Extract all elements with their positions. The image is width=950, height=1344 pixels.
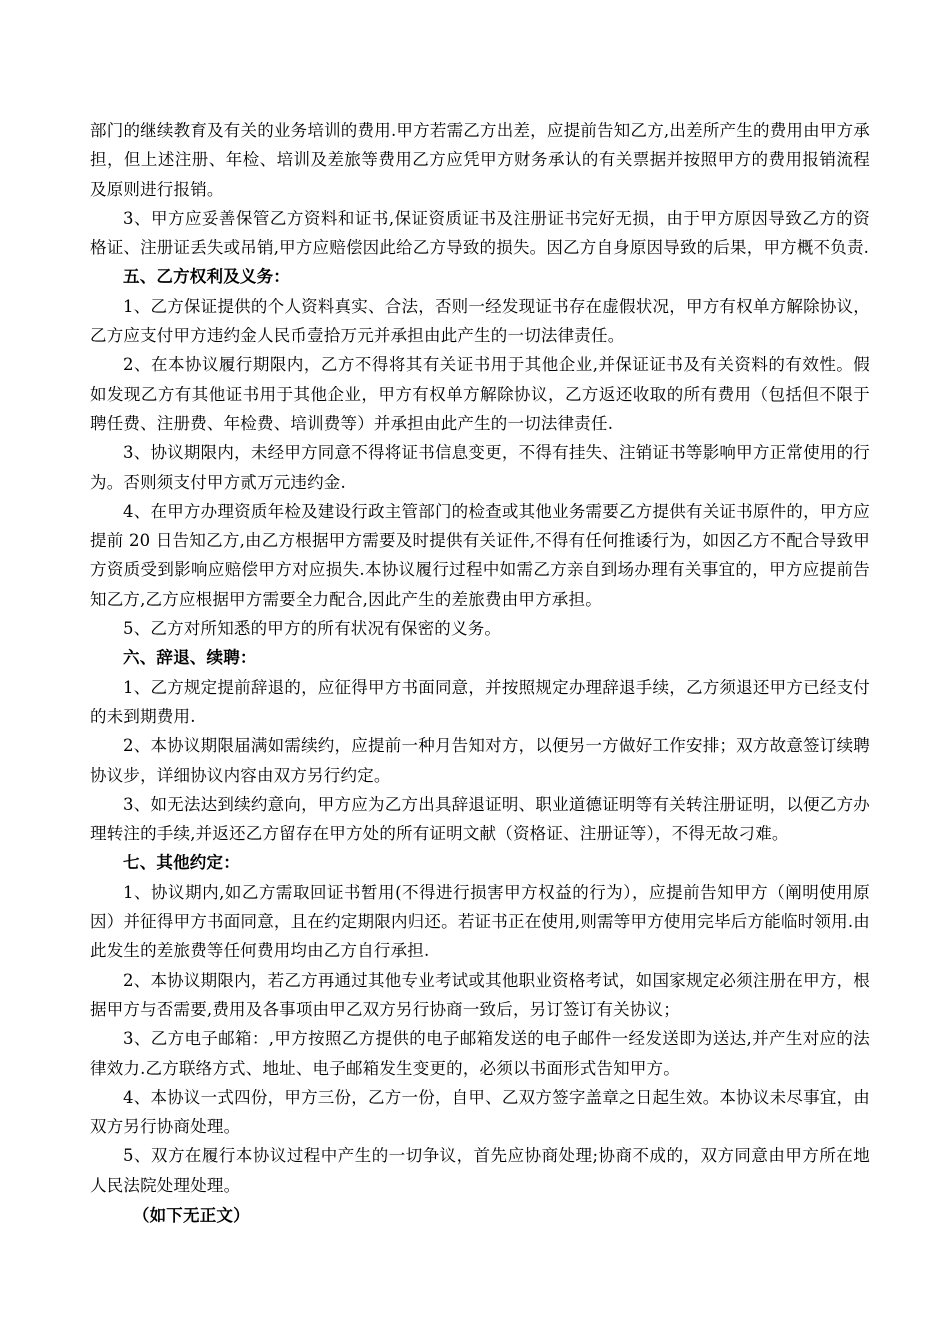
closing-note: （如下无正文） xyxy=(132,1205,250,1225)
section-6-item: 2、本协议期限届满如需续约，应提前一种月告知对方，以便另一方做好工作安排；双方故意签订续聘协议步，详细协议内容由双方另行约定。 xyxy=(90,736,870,785)
section-5-item: 4、在甲方办理资质年检及建设行政主管部门的检查或其他业务需要乙方提供有关证书原件的，甲方应提前 20 日告知乙方,由乙方根据甲方需要及时提供有关证件,不得有任何推诿行为，如因乙方不配合导致甲方资质受到影响应赔偿甲方对应损失.本协议履行过程中如需乙方亲自到场办理有关事宜的，甲方应提前告知乙方,乙方应根据甲方需要全力配合,因此产生的差旅费由甲方承担。 xyxy=(90,501,870,609)
section-7-heading: 七、其他约定： xyxy=(123,853,240,873)
document-body xyxy=(90,116,870,1230)
section-5-item: 3、协议期限内，未经甲方同意不得将证书信息变更，不得有挂失、注销证书等影响甲方正常使用的行为。否则须支付甲方贰万元违约金. xyxy=(90,443,870,492)
section-6-heading: 六、辞退、续聘： xyxy=(123,648,257,668)
section-7-item: 2、本协议期限内，若乙方再通过其他专业考试或其他职业资格考试，如国家规定必须注册在甲方，根据甲方与否需要,费用及各事项由甲乙双方另行协商一致后，另订签订有关协议； xyxy=(90,970,870,1019)
section-5-item: 1、乙方保证提供的个人资料真实、合法，否则一经发现证书存在虚假状况，甲方有权单方解除协议，乙方应支付甲方违约金人民币壹拾万元并承担由此产生的一切法律责任。 xyxy=(90,296,870,346)
section-6-item: 1、乙方规定提前辞退的，应征得甲方书面同意，并按照规定办理辞退手续，乙方须退还甲方已经支付的未到期费用. xyxy=(90,677,870,726)
section-7-item: 1、协议期内,如乙方需取回证书暂用(不得进行损害甲方权益的行为），应提前告知甲方（阐明使用原因）并征得甲方书面同意，且在约定期限内归还。若证书正在使用,则需等甲方使用完毕后方能临时领用.由此发生的差旅费等任何费用均由乙方自行承担. xyxy=(90,882,870,961)
section-5-heading: 五、乙方权利及义务： xyxy=(123,267,290,287)
section-7-item: 5、双方在履行本协议过程中产生的一切争议，首先应协商处理;协商不成的，双方同意由甲方所在地人民法院处理处理。 xyxy=(90,1146,870,1195)
paragraph-intro: 部门的继续教育及有关的业务培训的费用.甲方若需乙方出差，应提前告知乙方,出差所产生的费用由甲方承担，但上述注册、年检、培训及差旅等费用乙方应凭甲方财务承认的有关票据并按照甲方的费用报销流程及原则进行报销。 xyxy=(90,121,870,199)
section-5-item: 2、在本协议履行期限内，乙方不得将其有关证书用于其他企业,并保证证书及有关资料的有效性。假如发现乙方有其他证书用于其他企业，甲方有权单方解除协议，乙方返还收取的所有费用（包括但不限于聘任费、注册费、年检费、培训费等）并承担由此产生的一切法律责任. xyxy=(90,355,870,433)
section-6-item: 3、如无法达到续约意向，甲方应为乙方出具辞退证明、职业道德证明等有关转注册证明，以便乙方办理转注的手续,并返还乙方留存在甲方处的所有证明文献（资格证、注册证等），不得无故刁难。 xyxy=(90,794,870,844)
section-7-item: 3、乙方电子邮箱：,甲方按照乙方提供的电子邮箱发送的电子邮件一经发送即为送达,并产生对应的法律效力.乙方联络方式、地址、电子邮箱发生变更的，必须以书面形式告知甲方。 xyxy=(90,1029,870,1078)
section-5-item: 5、乙方对所知悉的甲方的所有状况有保密的义务。 xyxy=(123,619,502,639)
paragraph-4-3: 3、甲方应妥善保管乙方资料和证书,保证资质证书及注册证书完好无损，由于甲方原因导致乙方的资格证、注册证丢失或吊销,甲方应赔偿因此给乙方导致的损失。因乙方自身原因导致的后果，甲方概不负责. xyxy=(90,208,870,258)
section-7-item: 4、本协议一式四份，甲方三份，乙方一份，自甲、乙双方签字盖章之日起生效。本协议未尽事宜，由双方另行协商处理。 xyxy=(90,1087,870,1137)
